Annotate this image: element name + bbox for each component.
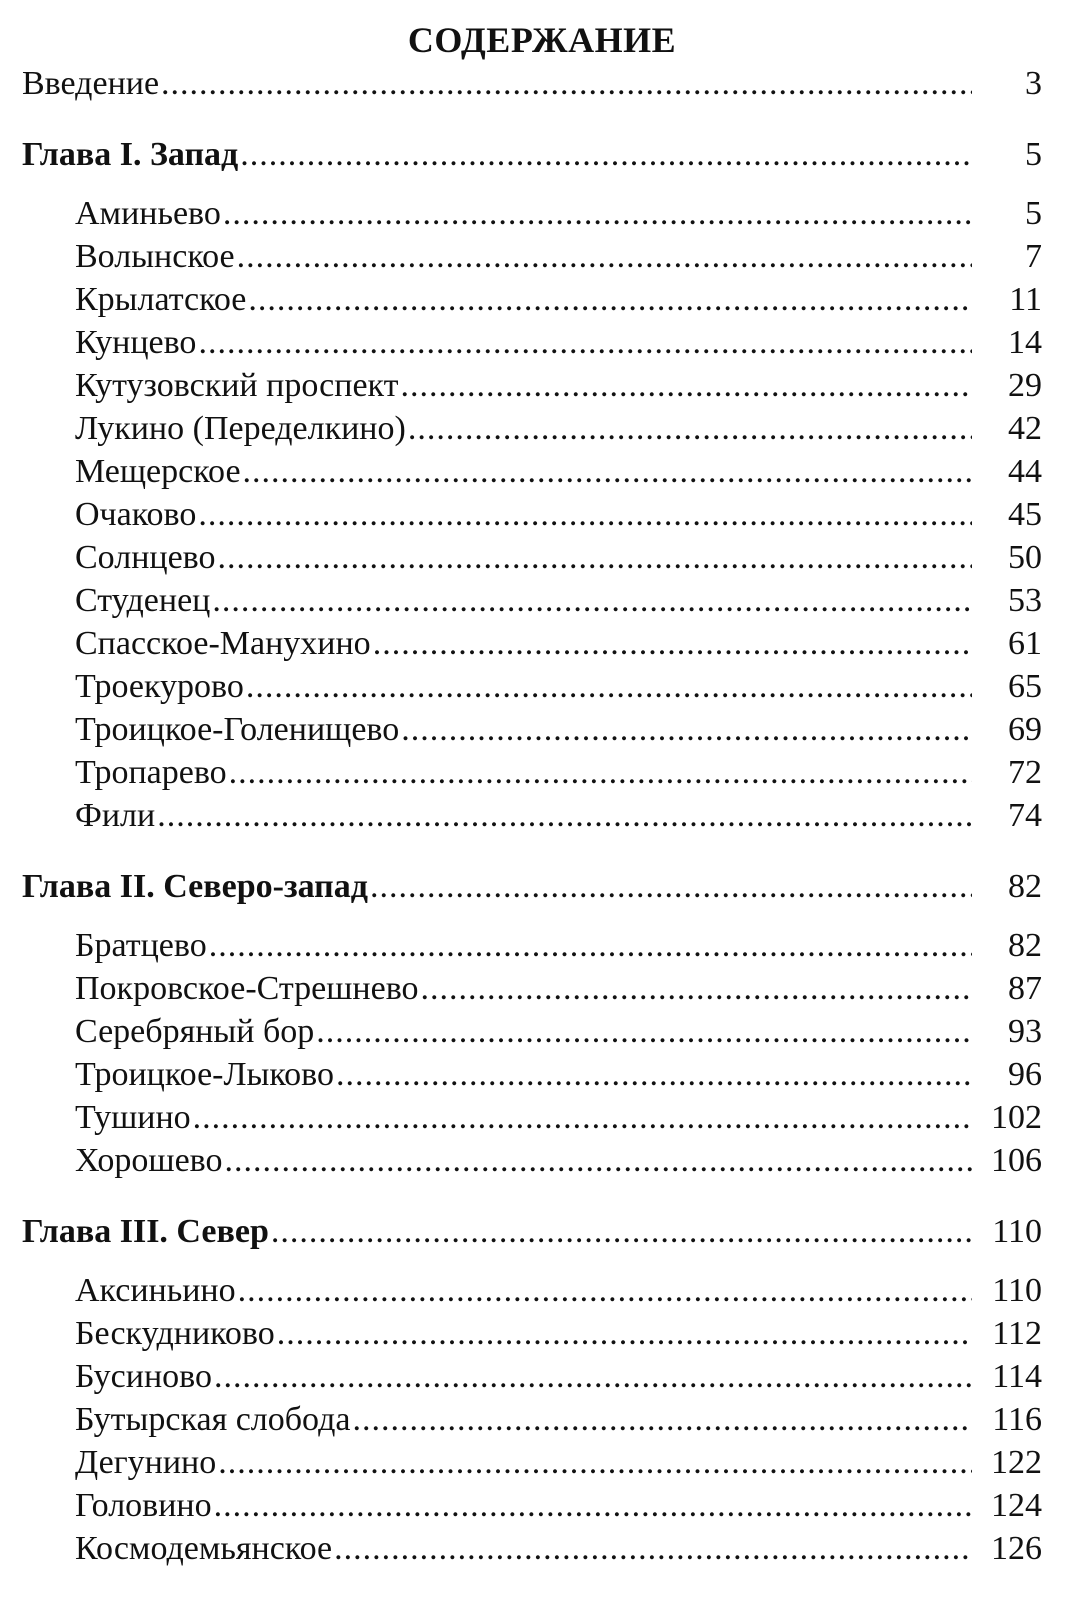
dot-leader: [246, 665, 972, 708]
toc-entry[interactable]: [22, 1312, 1042, 1355]
toc-entry-page: 69: [1008, 711, 1042, 748]
toc-entry-page: 42: [1008, 410, 1042, 447]
toc-entry-label: Серебряный бор: [75, 1013, 315, 1050]
toc-entry[interactable]: [22, 1441, 1042, 1484]
toc-chapter-label: Глава I. Запад: [22, 136, 239, 173]
toc-entry-page: 102: [991, 1099, 1042, 1136]
toc-entry-label: Головино: [75, 1487, 212, 1524]
toc-entry-introduction[interactable]: [22, 62, 1042, 105]
toc-page: [22, 18, 1042, 1570]
toc-entry-label: Троицкое-Голенищево: [75, 711, 400, 748]
toc-entry-label: Крылатское: [75, 281, 247, 318]
toc-chapter-label: Глава III. Север: [22, 1213, 269, 1250]
toc-entry-page: 126: [991, 1530, 1042, 1567]
toc-entry[interactable]: [22, 450, 1042, 493]
toc-entry-label: Космодемьянское: [75, 1530, 333, 1567]
dot-leader: [198, 321, 972, 364]
toc-entry[interactable]: [22, 321, 1042, 364]
toc-entry-label: Мещерское: [75, 453, 241, 490]
toc-entry-page: 65: [1008, 668, 1042, 705]
toc-entry-page: 96: [1008, 1056, 1042, 1093]
dot-leader: [421, 967, 972, 1010]
toc-entry[interactable]: [22, 493, 1042, 536]
toc-entry[interactable]: [22, 407, 1042, 450]
dot-leader: [218, 1441, 972, 1484]
dot-leader: [193, 1096, 972, 1139]
toc-entry-label: Бутырская слобода: [75, 1401, 351, 1438]
dot-leader: [198, 493, 972, 536]
toc-entry[interactable]: [22, 708, 1042, 751]
dot-leader: [157, 794, 972, 837]
toc-entry[interactable]: [22, 794, 1042, 837]
toc-entry-page: 14: [1008, 324, 1042, 361]
toc-entry-label: Тропарево: [75, 754, 227, 791]
dot-leader: [243, 450, 972, 493]
toc-entry-page: 106: [991, 1142, 1042, 1179]
toc-entry-page: 110: [992, 1272, 1042, 1309]
dot-leader: [277, 1312, 972, 1355]
toc-entry-page: 61: [1008, 625, 1042, 662]
toc-entry-page: 124: [991, 1487, 1042, 1524]
page-title: СОДЕРЖАНИЕ: [407, 20, 677, 60]
toc-entry-label: Солнцево: [75, 539, 216, 576]
dot-leader: [214, 1355, 972, 1398]
dot-leader: [229, 751, 972, 794]
dot-leader: [408, 407, 972, 450]
dot-leader: [161, 62, 972, 105]
dot-leader: [334, 1527, 972, 1570]
toc-entry-page: 7: [1025, 238, 1042, 275]
toc-entry-page: 3: [1025, 65, 1042, 102]
dot-leader: [271, 1210, 972, 1253]
dot-leader: [209, 924, 972, 967]
toc-entry-label: Аминьево: [75, 195, 221, 232]
dot-leader: [373, 622, 972, 665]
toc-entry[interactable]: [22, 1053, 1042, 1096]
toc-entry-label: Студенец: [75, 582, 211, 619]
toc-entry[interactable]: [22, 924, 1042, 967]
toc-entry-label: Бескудниково: [75, 1315, 275, 1352]
toc-chapter-label: Глава II. Северо-запад: [22, 868, 368, 905]
toc-entry-label: Волынское: [75, 238, 235, 275]
toc-entry[interactable]: [22, 364, 1042, 407]
toc-entry-page: 93: [1008, 1013, 1042, 1050]
toc-entry-page: 44: [1008, 453, 1042, 490]
toc-entry-page: 82: [1008, 868, 1042, 905]
toc-entry-page: 112: [992, 1315, 1042, 1352]
dot-leader: [225, 1139, 972, 1182]
toc-entry[interactable]: [22, 1096, 1042, 1139]
toc-entry-page: 5: [1025, 136, 1042, 173]
toc-entry-label: Троекурово: [75, 668, 244, 705]
dot-leader: [352, 1398, 972, 1441]
toc-chapter-2[interactable]: [22, 865, 1042, 908]
dot-leader: [223, 192, 972, 235]
toc-entry-label: Спасское-Манухино: [75, 625, 371, 662]
toc-entry[interactable]: [22, 1527, 1042, 1570]
dot-leader: [238, 1269, 972, 1312]
toc-entry[interactable]: [22, 967, 1042, 1010]
toc-entry-label: Кутузовский проспект: [75, 367, 399, 404]
toc-list: [22, 62, 1042, 1570]
toc-entry-page: 11: [1009, 281, 1042, 318]
toc-entry[interactable]: [22, 1269, 1042, 1312]
toc-entry-label: Троицкое-Лыково: [75, 1056, 335, 1093]
toc-entry-label: Тушино: [75, 1099, 191, 1136]
toc-entry-label: Братцево: [75, 927, 207, 964]
toc-entry[interactable]: [22, 192, 1042, 235]
dot-leader: [237, 235, 972, 278]
dot-leader: [400, 364, 972, 407]
toc-entry-label: Очаково: [75, 496, 197, 533]
toc-entry-page: 29: [1008, 367, 1042, 404]
dot-leader: [212, 579, 972, 622]
toc-chapter-3[interactable]: [22, 1210, 1042, 1253]
toc-entry[interactable]: [22, 235, 1042, 278]
toc-entry[interactable]: [22, 536, 1042, 579]
dot-leader: [214, 1484, 972, 1527]
dot-leader: [370, 865, 972, 908]
toc-entry-page: 45: [1008, 496, 1042, 533]
dot-leader: [218, 536, 973, 579]
toc-entry-page: 74: [1008, 797, 1042, 834]
toc-entry[interactable]: [22, 579, 1042, 622]
toc-entry-page: 72: [1008, 754, 1042, 791]
toc-entry[interactable]: [22, 751, 1042, 794]
toc-entry-label: Дегунино: [75, 1444, 217, 1481]
toc-entry-page: 87: [1008, 970, 1042, 1007]
toc-entry-label: Кунцево: [75, 324, 197, 361]
dot-leader: [336, 1053, 972, 1096]
toc-entry[interactable]: [22, 1484, 1042, 1527]
toc-entry-label: Покровское-Стрешнево: [75, 970, 419, 1007]
toc-entry[interactable]: [22, 278, 1042, 321]
toc-entry-page: 50: [1008, 539, 1042, 576]
toc-entry[interactable]: [22, 1139, 1042, 1182]
toc-entry-page: 116: [992, 1401, 1042, 1438]
dot-leader: [401, 708, 972, 751]
toc-entry[interactable]: [22, 1398, 1042, 1441]
toc-entry-label: Аксиньино: [75, 1272, 236, 1309]
toc-entry[interactable]: [22, 622, 1042, 665]
toc-entry-page: 114: [992, 1358, 1042, 1395]
toc-entry-page: 53: [1008, 582, 1042, 619]
toc-entry-page: 82: [1008, 927, 1042, 964]
dot-leader: [240, 133, 972, 176]
toc-entry-label: Хорошево: [75, 1142, 223, 1179]
toc-chapter-1[interactable]: [22, 133, 1042, 176]
toc-entry-page: 122: [991, 1444, 1042, 1481]
dot-leader: [316, 1010, 972, 1053]
toc-entry[interactable]: [22, 1010, 1042, 1053]
toc-entry-label: Бусиново: [75, 1358, 212, 1395]
toc-entry-label: Фили: [75, 797, 156, 834]
toc-entry[interactable]: [22, 1355, 1042, 1398]
dot-leader: [248, 278, 972, 321]
toc-entry-page: 110: [992, 1213, 1042, 1250]
toc-entry[interactable]: [22, 665, 1042, 708]
toc-entry-page: 5: [1025, 195, 1042, 232]
toc-entry-label: Введение: [22, 65, 160, 102]
toc-entry-label: Лукино (Переделкино): [75, 410, 406, 447]
